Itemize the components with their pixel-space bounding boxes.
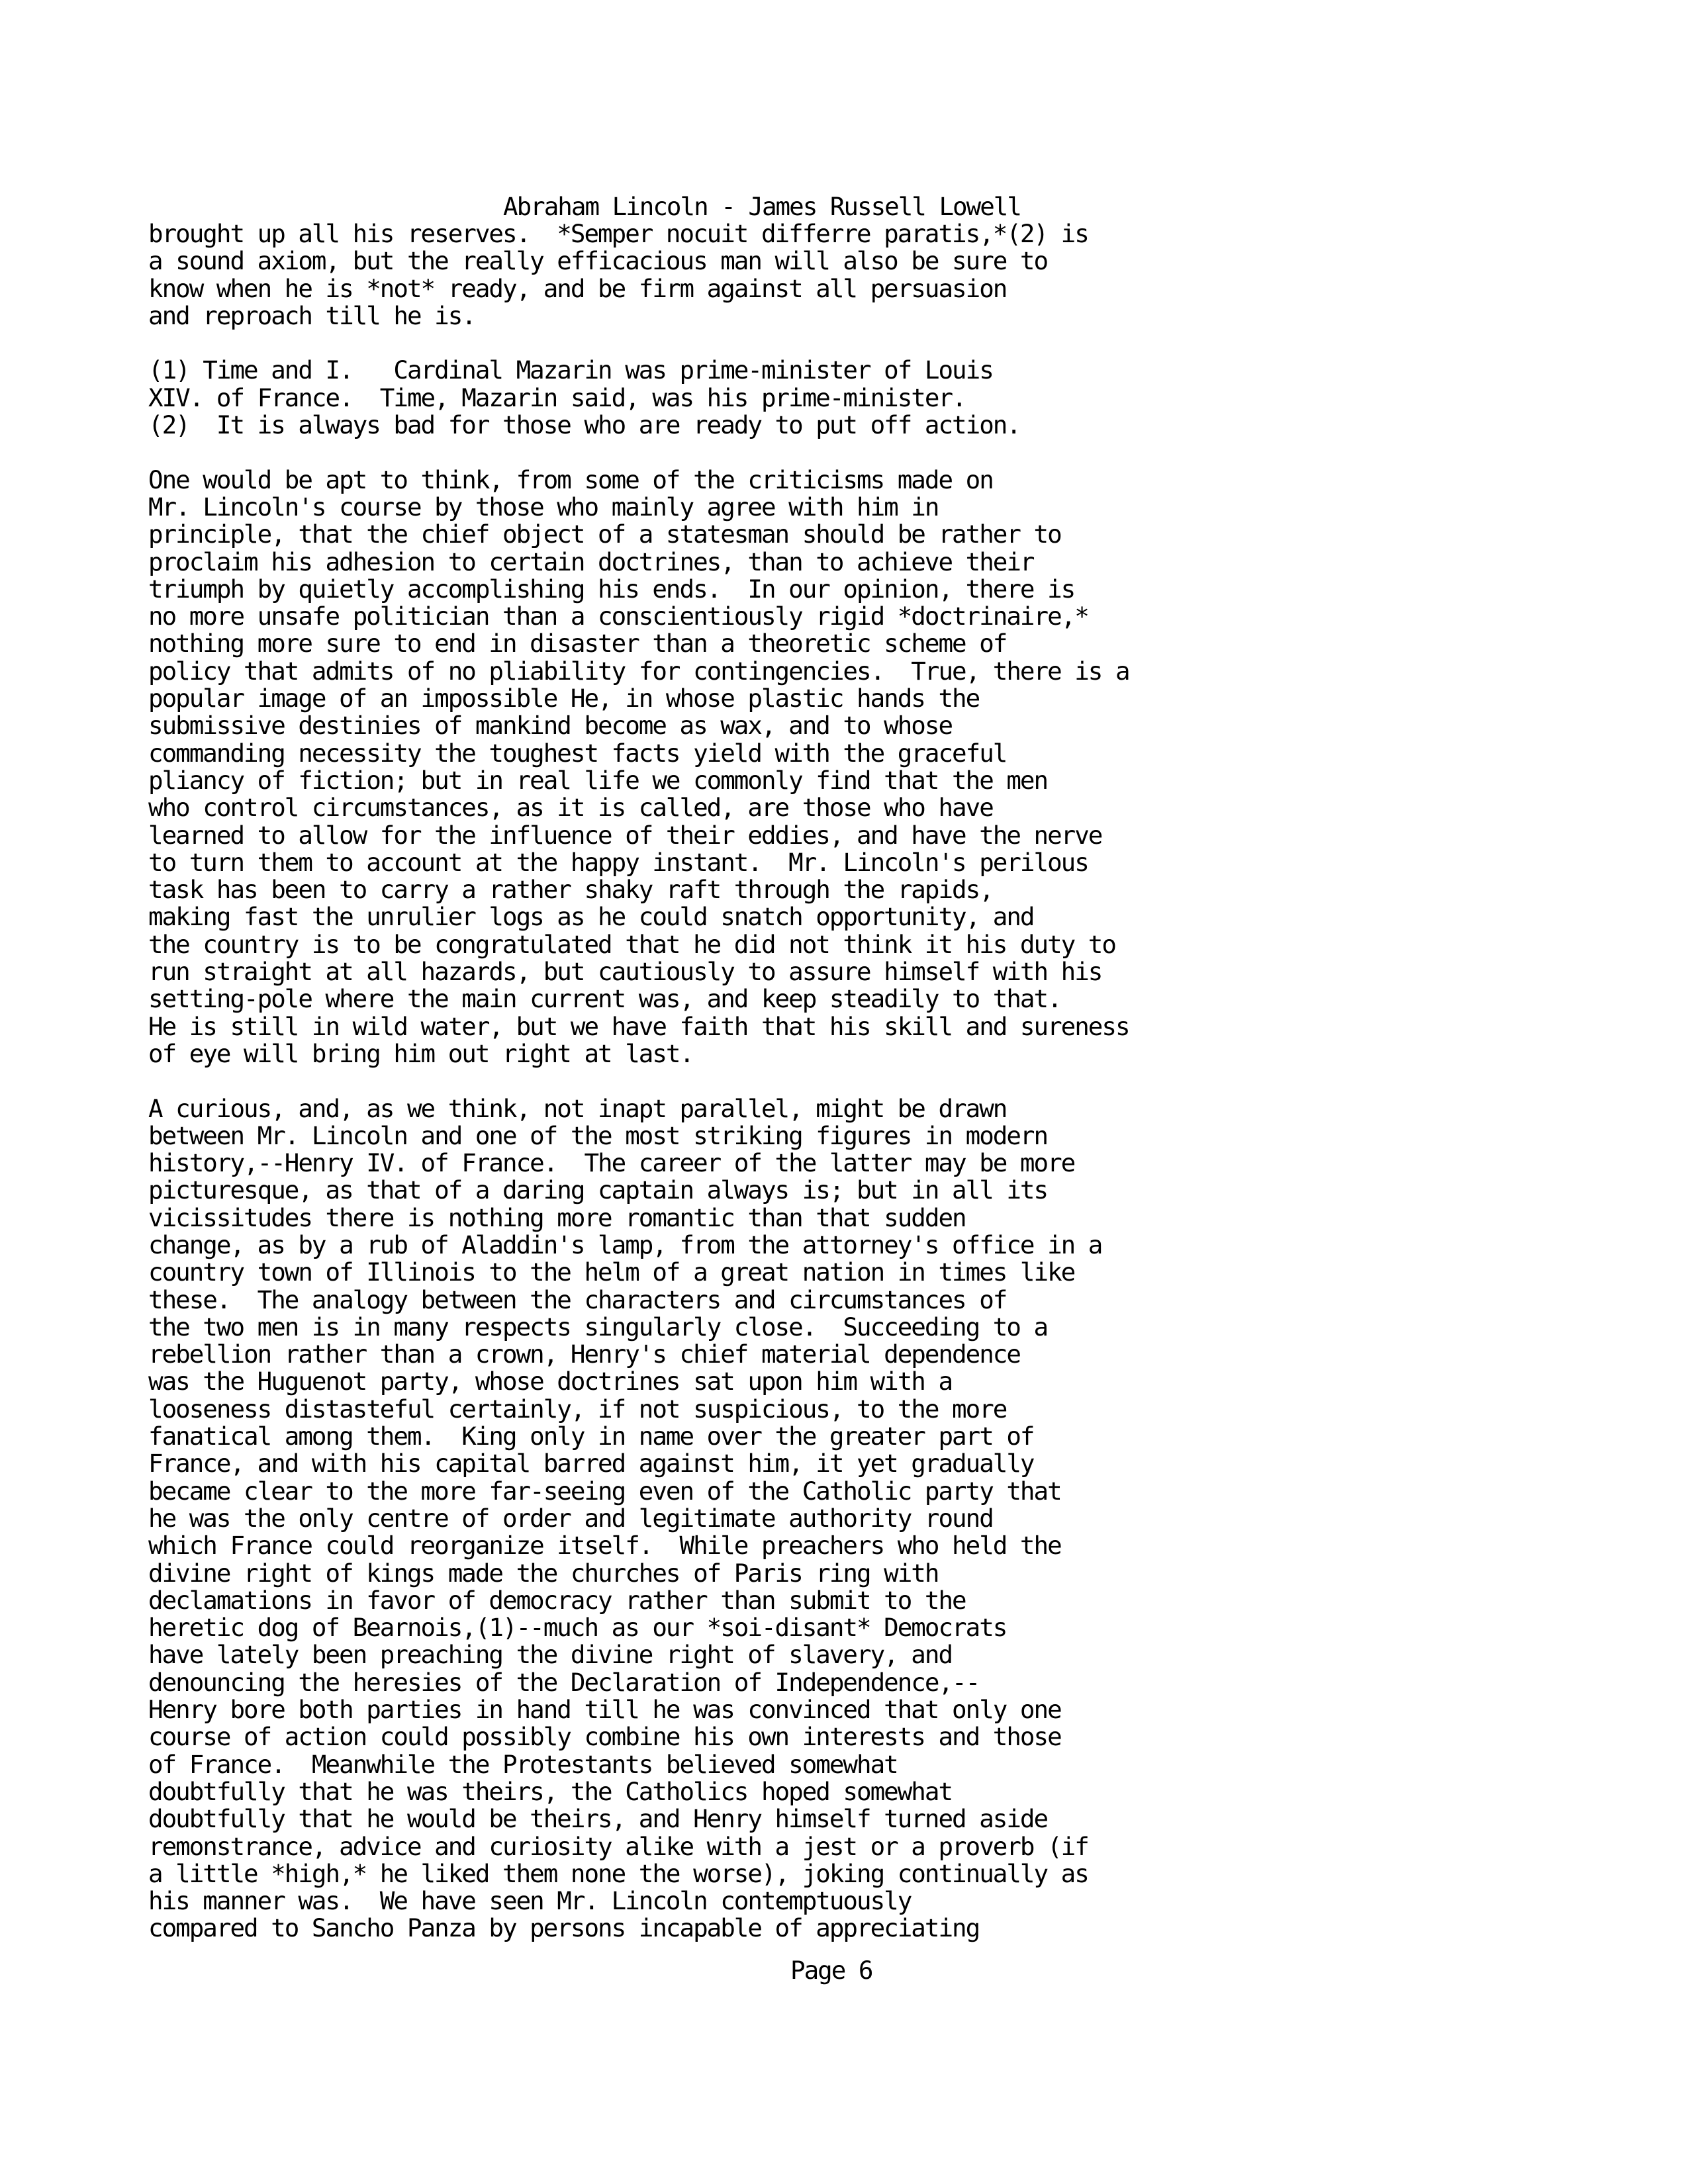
- text-line: of France. Meanwhile the Protestants believed somewhat: [148, 1749, 898, 1779]
- text-line: have lately been preaching the divine right of slavery, and: [148, 1640, 953, 1670]
- text-line: (2) It is always bad for those who are ready to put off action.: [148, 410, 1020, 440]
- text-line: remonstrance, advice and curiosity alike with a jest or a proverb (if: [148, 1831, 1088, 1861]
- text-line: who control circumstances, as it is called, are those who have: [148, 793, 993, 823]
- text-line: became clear to the more far-seeing even of the Catholic party that: [148, 1476, 1061, 1506]
- text-line: A curious, and, as we think, not inapt parallel, might be drawn: [148, 1093, 1007, 1123]
- text-line: to turn them to account at the happy instant. Mr. Lincoln's perilous: [148, 847, 1088, 877]
- text-line: pliancy of fiction; but in real life we commonly find that the men: [148, 765, 1048, 795]
- text-line: France, and with his capital barred against him, it yet gradually: [148, 1449, 1034, 1479]
- text-line: looseness distasteful certainly, if not suspicious, to the more: [148, 1394, 1007, 1424]
- text-line: which France could reorganize itself. While preachers who held the: [148, 1531, 1061, 1561]
- text-line: heretic dog of Bearnois,(1)--much as our *soi-disant* Democrats: [148, 1613, 1007, 1643]
- text-line: One would be apt to think, from some of the criticisms made on: [148, 465, 993, 494]
- text-line: (1) Time and I. Cardinal Mazarin was prime-minister of Louis: [148, 355, 993, 385]
- text-line: triumph by quietly accomplishing his ends. In our opinion, there is: [148, 574, 1075, 604]
- text-line: these. The analogy between the characters and circumstances of: [148, 1285, 1007, 1314]
- running-header: Abraham Lincoln - James Russell Lowell: [503, 192, 1021, 221]
- text-line: compared to Sancho Panza by persons incapable of appreciating: [148, 1913, 980, 1943]
- text-line: nothing more sure to end in disaster than a theoretic scheme of: [148, 629, 1007, 659]
- text-line: XIV. of France. Time, Mazarin said, was his prime-minister.: [148, 383, 966, 412]
- blank-line: [148, 330, 1671, 357]
- text-line: vicissitudes there is nothing more romantic than that sudden: [148, 1203, 966, 1232]
- text-line: Mr. Lincoln's course by those who mainly agree with him in: [148, 492, 939, 522]
- text-line: no more unsafe politician than a conscientiously rigid *doctrinaire,*: [148, 602, 1088, 631]
- text-line: change, as by a rub of Aladdin's lamp, from the attorney's office in a: [148, 1230, 1102, 1259]
- text-line: declamations in favor of democracy rather than submit to the: [148, 1585, 966, 1615]
- text-line: he was the only centre of order and legitimate authority round: [148, 1503, 993, 1533]
- text-line: was the Huguenot party, whose doctrines sat upon him with a: [148, 1367, 953, 1396]
- text-line: of eye will bring him out right at last.: [148, 1038, 694, 1068]
- blank-line: [148, 439, 1671, 466]
- text-line: Henry bore both parties in hand till he was convinced that only one: [148, 1695, 1061, 1725]
- text-line: proclaim his adhesion to certain doctrines, than to achieve their: [148, 547, 1034, 576]
- page-number: Page 6: [790, 1956, 872, 1985]
- text-line: learned to allow for the influence of their eddies, and have the nerve: [148, 820, 1102, 850]
- text-line: denouncing the heresies of the Declaration of Independence,--: [148, 1667, 980, 1697]
- text-line: between Mr. Lincoln and one of the most striking figures in modern: [148, 1120, 1048, 1150]
- text-line: principle, that the chief object of a statesman should be rather to: [148, 520, 1061, 549]
- body-text: [148, 220, 1671, 1942]
- text-line: history,--Henry IV. of France. The career of the latter may be more: [148, 1148, 1075, 1178]
- text-line: setting-pole where the main current was, and keep steadily to that.: [148, 984, 1061, 1014]
- text-line: his manner was. We have seen Mr. Lincoln contemptuously: [148, 1886, 912, 1916]
- text-line: commanding necessity the toughest facts yield with the graceful: [148, 738, 1007, 768]
- text-line: the country is to be congratulated that he did not think it his duty to: [148, 929, 1115, 959]
- text-line: run straight at all hazards, but cautiously to assure himself with his: [148, 957, 1102, 987]
- text-line: submissive destinies of mankind become as wax, and to whose: [148, 711, 953, 741]
- text-line: popular image of an impossible He, in whose plastic hands the: [148, 684, 980, 713]
- blank-line: [148, 1068, 1671, 1095]
- text-line: course of action could possibly combine his own interests and those: [148, 1722, 1061, 1752]
- text-line: brought up all his reserves. *Semper nocuit differre paratis,*(2) is: [148, 219, 1088, 248]
- text-line: a sound axiom, but the really efficacious man will also be sure to: [148, 246, 1048, 276]
- text-line: doubtfully that he was theirs, the Catholics hoped somewhat: [148, 1776, 953, 1806]
- text-line: and reproach till he is.: [148, 300, 475, 330]
- text-line: country town of Illinois to the helm of a great nation in times like: [148, 1257, 1075, 1287]
- text-line: a little *high,* he liked them none the worse), joking continually as: [148, 1858, 1088, 1888]
- text-line: fanatical among them. King only in name over the greater part of: [148, 1422, 1034, 1451]
- text-line: rebellion rather than a crown, Henry's chief material dependence: [148, 1340, 1020, 1369]
- text-line: the two men is in many respects singularly close. Succeeding to a: [148, 1312, 1048, 1342]
- text-line: know when he is *not* ready, and be firm against all persuasion: [148, 273, 1007, 303]
- text-line: picturesque, as that of a daring captain always is; but in all its: [148, 1175, 1048, 1205]
- text-line: task has been to carry a rather shaky raft through the rapids,: [148, 875, 993, 905]
- text-line: He is still in wild water, but we have faith that his skill and sureness: [148, 1011, 1129, 1041]
- text-line: doubtfully that he would be theirs, and Henry himself turned aside: [148, 1804, 1048, 1834]
- text-line: policy that admits of no pliability for contingencies. True, there is a: [148, 656, 1129, 686]
- text-line: divine right of kings made the churches of Paris ring with: [148, 1558, 939, 1588]
- text-line: making fast the unrulier logs as he could snatch opportunity, and: [148, 902, 1034, 932]
